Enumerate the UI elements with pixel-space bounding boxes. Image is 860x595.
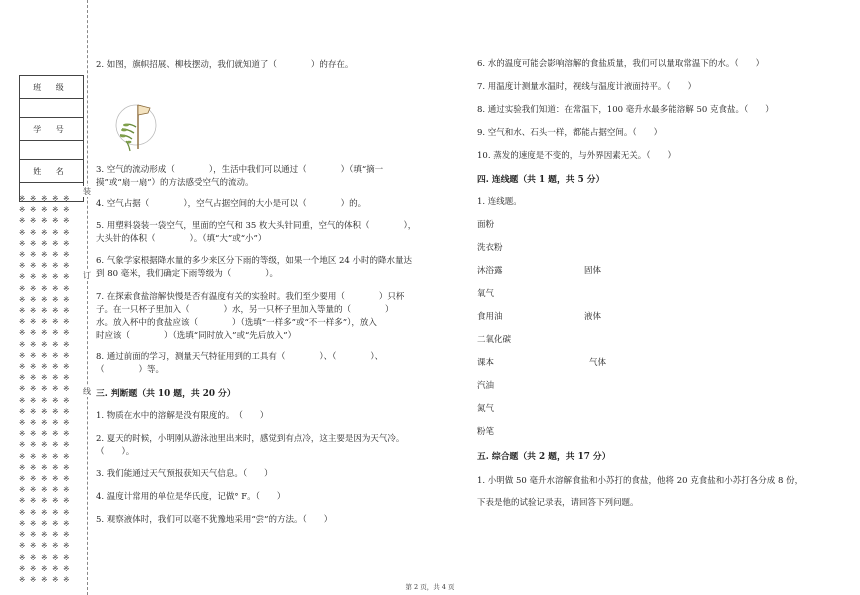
question-fill-5-line2: 大头针的体积（ ）。（填“大”或“小”）: [96, 234, 267, 244]
question-tf-8: 8. 通过实验我们知道：在常温下，100 毫升水最多能溶解 50 克食盐。（ ）: [477, 105, 774, 115]
question-comprehensive-1-line1: 1. 小明做 50 毫升水溶解食盐和小苏打的食盐，他将 20 克食盐和小苏打各分成 8 份，: [477, 476, 804, 486]
question-fill-8-line2: （ ）等。: [96, 365, 165, 375]
question-fill-2: 2. 如图，旗帜招展、柳枝摆动，我们就知道了（ ）的存在。: [96, 60, 354, 70]
class-label: 班 级: [20, 76, 84, 99]
dashed-binding-line: [87, 0, 88, 595]
match-item-gasoline[interactable]: 汽油: [477, 381, 495, 391]
match-target-gas[interactable]: 气体: [589, 358, 607, 368]
question-tf-1: 1. 物质在水中的溶解是没有限度的。 （ ）: [96, 411, 269, 421]
student-number-field[interactable]: [20, 141, 84, 160]
match-item-flour[interactable]: 面粉: [477, 220, 495, 230]
question-tf-7: 7. 用温度计测量水温时，视线与温度计液面持平。（ ）: [477, 82, 697, 92]
match-item-chalk[interactable]: 粉笔: [477, 427, 495, 437]
question-fill-5-line1: 5. 用塑料袋装一袋空气，里面的空气和 35 枚大头针同重，空气的体积（ ），: [96, 221, 417, 231]
question-fill-4: 4. 空气占据（ ），空气占据空间的大小是可以（ ）的。: [96, 199, 367, 209]
class-field[interactable]: [20, 99, 84, 118]
match-item-carbon-dioxide[interactable]: 二氧化碳: [477, 335, 512, 345]
question-tf-3: 3. 我们能通过天气预报获知天气信息。（ ）: [96, 469, 273, 479]
binding-label-zhuang: 装: [83, 187, 91, 196]
question-fill-8-line1: 8. 通过前面的学习，测量天气特征用到的工具有（ ）、（ ）、: [96, 352, 384, 362]
name-label: 姓 名: [20, 160, 84, 183]
question-tf-9: 9. 空气和水、石头一样，都能占据空间。（ ）: [477, 128, 663, 138]
match-item-oxygen[interactable]: 氧气: [477, 289, 495, 299]
question-fill-6-line1: 6. 气象学家根据降水量的多少来区分下雨的等级，如果一个地区 24 小时的降水量达: [96, 256, 413, 266]
question-fill-3-line2: 摸”或“扇一扇”）的方法感受空气的流动。: [96, 178, 254, 188]
decorative-cross-pattern: ※ ※ ※ ※ ※ ※ ※ ※ ※ ※ ※ ※ ※ ※ ※ ※ ※ ※ ※ ※ ※ ※ ※ ※ ※ ※ ※ ※ ※ ※ ※ ※ ※ ※ ※ ※ ※ ※ ※ ※ ※ ※ ※ ※ ※ ※ ※ ※ ※ ※ ※ ※ ※ ※ ※ ※ ※ ※ ※ ※ ※ ※ ※ ※ ※ ※ ※ ※ ※ ※ ※ ※ ※ ※ ※ ※ ※ ※ ※ ※ ※ ※ ※ ※ ※ ※ ※ ※ ※ ※ ※ ※ ※ ※ ※ ※ ※ ※ ※ ※ ※ ※ ※ ※ ※ ※ ※ ※ ※ ※ ※ ※ ※ ※ ※ ※ ※ ※ ※ ※ ※ ※ ※ ※ ※ ※ ※ ※ ※ ※ ※ ※ ※ ※ ※ ※ ※ ※ ※ ※ ※ ※ ※ ※ ※ ※ ※ ※ ※ ※ ※ ※ ※ ※ ※ ※ ※ ※ ※ ※ ※ ※ ※ ※ ※ ※ ※ ※ ※ ※ ※ ※ ※ ※ ※: [19, 194, 70, 584]
match-target-solid[interactable]: 固体: [584, 266, 602, 276]
question-fill-7-line3: 水。放入杯中的食盐应该（ ）（选填“一样多”或“不一样多”），放入: [96, 318, 377, 328]
binding-label-xian: 线: [83, 387, 91, 396]
question-fill-7-line4: 时应该（ ）（选填“同时放入”或“先后放入”）: [96, 331, 297, 341]
match-item-body-wash[interactable]: 沐浴露: [477, 266, 503, 276]
question-tf-2-line1: 2. 夏天的时候，小明刚从游泳池里出来时，感觉到有点冷，这主要是因为天气冷。: [96, 434, 405, 444]
page-footer: 第 2 页，共 4 页: [405, 583, 455, 591]
binding-label-ding: 订: [83, 271, 91, 280]
question-tf-4: 4. 温度计常用的单位是华氏度，记做° F。（ ）: [96, 492, 286, 502]
section-true-false-heading: 三. 判断题（共 10 题，共 20 分）: [96, 389, 236, 399]
match-item-textbook[interactable]: 课本: [477, 358, 495, 368]
student-number-label: 学 号: [20, 118, 84, 141]
question-tf-5: 5. 观察液体时，我们可以毫不犹豫地采用“尝”的方法。（ ）: [96, 515, 333, 525]
student-info-table: [19, 75, 84, 202]
question-match-1: 1. 连线题。: [477, 197, 522, 207]
match-item-nitrogen[interactable]: 氮气: [477, 404, 495, 414]
flag-willow-illustration: [114, 95, 158, 157]
match-item-cooking-oil[interactable]: 食用油: [477, 312, 503, 322]
match-item-detergent[interactable]: 洗衣粉: [477, 243, 503, 253]
question-tf-6: 6. 水的温度可能会影响溶解的食盐质量，我们可以量取常温下的水。（ ）: [477, 59, 765, 69]
question-fill-7-line2: 子。在一只杯子里加入（ ）水，另一只杯子里加入等量的（ ）: [96, 305, 394, 315]
binding-line: [83, 0, 93, 595]
match-target-liquid[interactable]: 液体: [584, 312, 602, 322]
question-comprehensive-1-line2: 下表是他的试验记录表，请回答下列问题。: [477, 498, 639, 508]
section-comprehensive-heading: 五. 综合题（共 2 题，共 17 分）: [477, 452, 611, 462]
question-fill-6-line2: 到 80 毫米，我们确定下雨等级为（ ）。: [96, 269, 278, 279]
question-fill-7-line1: 7. 在探索食盐溶解快慢是否有温度有关的实验时。我们至少要用（ ）只杯: [96, 292, 405, 302]
question-fill-3-line1: 3. 空气的流动形成（ ），生活中我们可以通过（ ）（填“摘一: [96, 165, 384, 175]
question-tf-10: 10. 蒸发的速度是不变的，与外界因素无关。（ ）: [477, 151, 676, 161]
question-tf-2-line2: （ ）。: [96, 447, 135, 457]
section-matching-heading: 四. 连线题（共 1 题，共 5 分）: [477, 175, 605, 185]
